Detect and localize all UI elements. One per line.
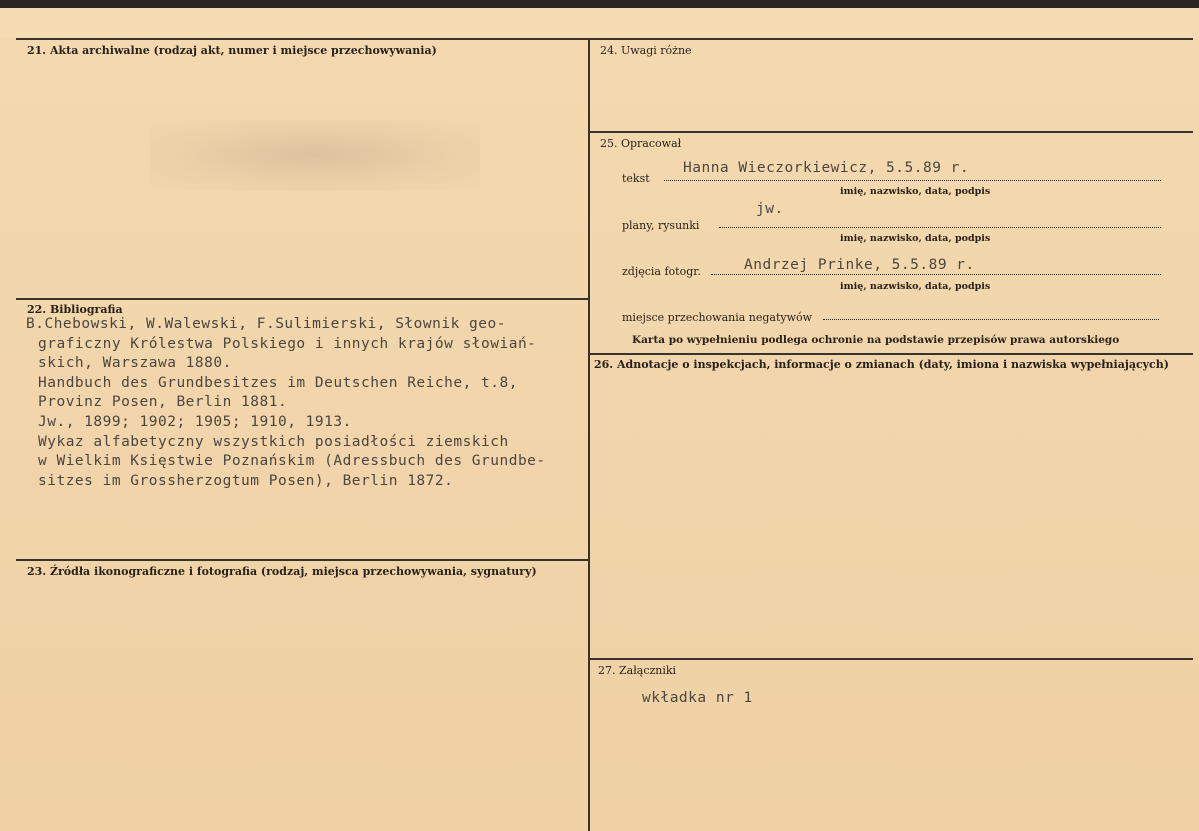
bibliography-line: sitzes im Grossherzogtum Posen), Berlin 1872. <box>38 473 454 489</box>
rule-26-27 <box>590 658 1193 660</box>
stain-mark <box>150 120 480 190</box>
tekst-value: Hanna Wieczorkiewicz, 5.5.89 r. <box>683 160 970 176</box>
tekst-label: tekst <box>622 172 650 185</box>
zdjecia-label: zdjęcia fotogr. <box>622 265 701 278</box>
tekst-caption: imię, nazwisko, data, podpis <box>840 186 991 197</box>
zdjecia-line <box>711 274 1161 275</box>
card-top-band <box>0 8 1199 38</box>
scan-top-edge <box>0 0 1199 8</box>
bibliography-line: Provinz Posen, Berlin 1881. <box>38 394 288 410</box>
tekst-line <box>664 180 1161 181</box>
bibliography-line: skich, Warszawa 1880. <box>38 355 232 371</box>
negatives-location-label: miejsce przechowania negatywów <box>622 311 813 324</box>
plany-value: jw. <box>756 201 784 217</box>
section-24-label: 24. Uwagi różne <box>600 44 692 57</box>
negatives-location-line <box>823 319 1159 320</box>
rule-25-26 <box>590 353 1193 355</box>
center-divider <box>588 38 590 831</box>
section-22-label: 22. Bibliografia <box>27 303 123 316</box>
plany-label: plany, rysunki <box>622 219 700 232</box>
bibliography-line: Handbuch des Grundbesitzes im Deutschen Reiche, t.8, <box>38 375 518 391</box>
rule-24-25 <box>590 131 1193 133</box>
rule-22-23 <box>16 559 588 561</box>
section-23-label: 23. Źródła ikonograficzne i fotografia (rodzaj, miejsca przechowywania, sygnatury) <box>27 565 537 578</box>
zdjecia-caption: imię, nazwisko, data, podpis <box>840 281 991 292</box>
rule-21-22 <box>16 298 588 300</box>
bibliography-line: B.Chebowski, W.Walewski, F.Sulimierski, Słownik geo- <box>26 316 506 332</box>
plany-line <box>719 227 1161 228</box>
plany-caption: imię, nazwisko, data, podpis <box>840 233 991 244</box>
bibliography-line: w Wielkim Księstwie Poznańskim (Adressbuch des Grundbe- <box>38 453 546 469</box>
bibliography-line: graficzny Królestwa Polskiego i innych krajów słowiań- <box>38 336 537 352</box>
copyright-notice: Karta po wypełnieniu podlega ochronie na podstawie przepisów prawa autorskiego <box>632 334 1120 346</box>
section-26-label: 26. Adnotacje o inspekcjach, informacje o zmianach (daty, imiona i nazwiska wypełniających) <box>594 358 1169 371</box>
top-rule <box>16 38 1193 40</box>
bibliography-line: Jw., 1899; 1902; 1905; 1910, 1913. <box>38 414 352 430</box>
section-27-label: 27. Załączniki <box>598 664 677 677</box>
section-21-label: 21. Akta archiwalne (rodzaj akt, numer i miejsce przechowywania) <box>27 44 437 57</box>
zdjecia-value: Andrzej Prinke, 5.5.89 r. <box>744 257 975 273</box>
attachments-value: wkładka nr 1 <box>642 690 753 706</box>
bibliography-line: Wykaz alfabetyczny wszystkich posiadłości ziemskich <box>38 434 509 450</box>
section-25-label: 25. Opracował <box>600 137 682 150</box>
